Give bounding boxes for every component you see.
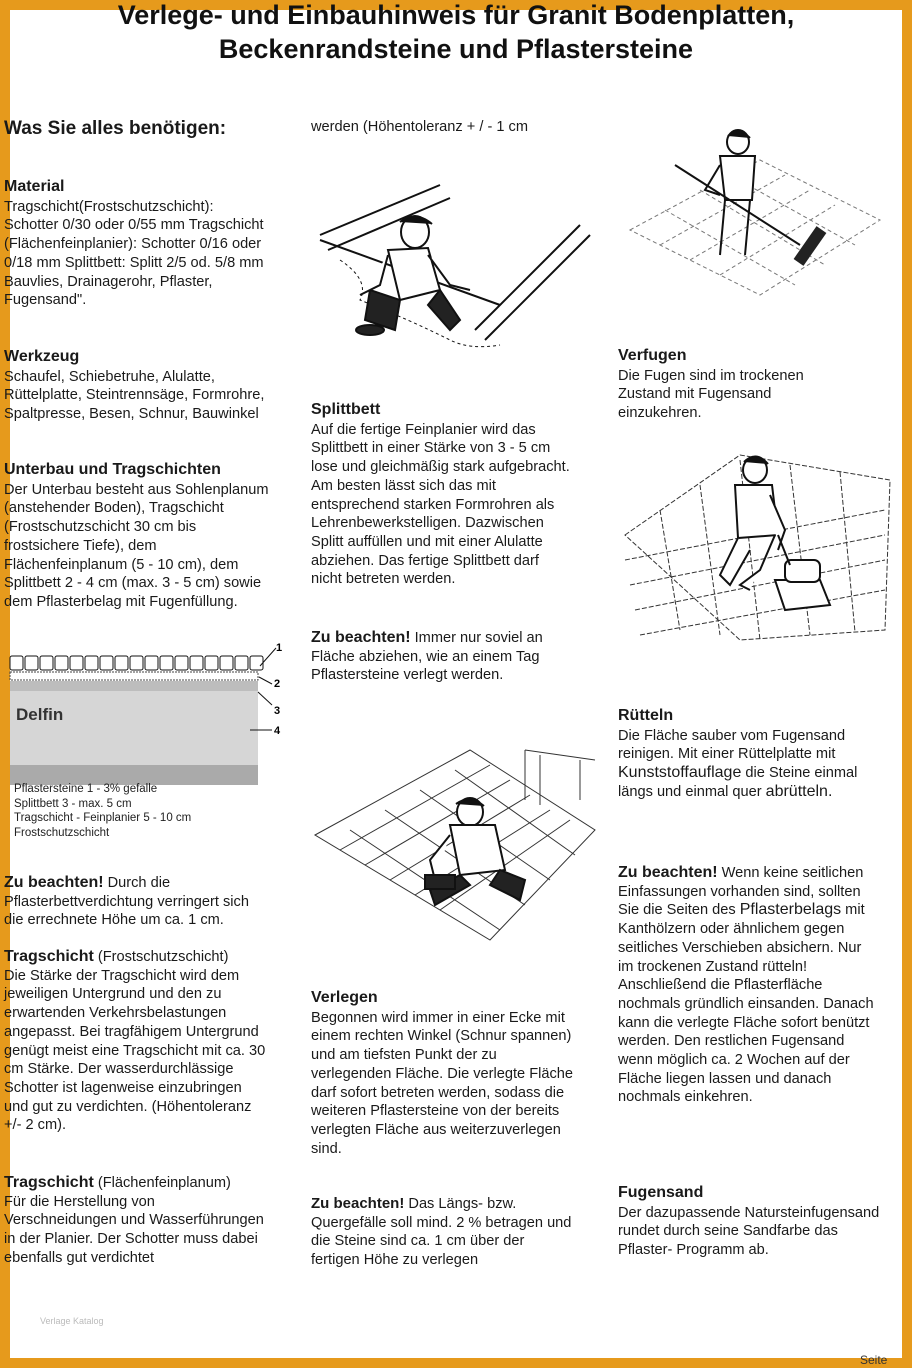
standing-worker bbox=[705, 130, 755, 255]
trag2-heading: Tragschicht bbox=[4, 1174, 94, 1191]
ruetteln-heading: Rütteln bbox=[618, 707, 674, 724]
diagram-number-4: 4 bbox=[274, 725, 281, 737]
material-text: Tragschicht(Frostschutzschicht): Schotter 0/30 oder 0/55 mm Tragschicht (Flächenfeinplanier): Schotter 0/16 oder 0/18 mm Splittbett: Splitt 2/5 od. 5/8 mm Bauvlies, Drainagerohr, Pflaster, Fugensand". bbox=[4, 198, 264, 309]
trag1-text: Die Stärke der Tragschicht wird dem jeweiligen Untergrund und den zu erwartenden Verkehrsbelastungen angepasst. Bei tragfähigem Untergrund genügt meist eine Tragschicht mit ca. 30 cm Stärke. Der wasserdurchlässige Schotter ist lagenweise einzubringen und gut zu verdichten. (Höhentoleranz +/- 2 cm). bbox=[4, 967, 266, 1134]
ruetteln-emph-1: Kunststoffauflage bbox=[618, 764, 742, 782]
trag1-sub: (Frostschutzschicht) bbox=[97, 949, 229, 965]
page-title bbox=[10, 0, 902, 66]
frost-layer bbox=[10, 691, 258, 765]
diagram-number-1: 1 bbox=[276, 642, 283, 654]
legend-item: Splittbett 3 - max. 5 cm bbox=[14, 797, 132, 810]
unterbau-heading: Unterbau und Tragschichten bbox=[4, 461, 221, 478]
sweeping-illustration bbox=[620, 120, 890, 310]
zb-middle-heading: Zu beachten! bbox=[311, 629, 411, 646]
fugensand-text: Der dazupassende Natursteinfugensand rundet durch seine Sandfarbe das Pflaster- Programm ab. bbox=[618, 1204, 880, 1259]
ruetteln-emph-2: abrütteln. bbox=[765, 782, 833, 800]
zb-right-emph: Pflasterbelags bbox=[739, 901, 842, 919]
splittbett-heading: Splittbett bbox=[311, 401, 381, 418]
legend-item: Pflastersteine 1 - 3% gefalle bbox=[14, 783, 158, 795]
unterbau-text: Der Unterbau besteht aus Sohlenplanum (anstehender Boden), Tragschicht (Frostschutzschicht 30 cm bis frostsichere Tiefe), dem Flächenfeinplanum (5 - 10 cm), dem Splittbett 2 - 4 cm (max. 3 - 5 cm) sowie dem Pflasterbelag mit Fugenfüllung. bbox=[4, 481, 269, 610]
ruetteln-text-1: Die Fläche sauber vom Fugensand reinigen. Mit einer Rüttelplatte mit bbox=[618, 727, 846, 763]
legend-item: Frostschutzschicht bbox=[14, 826, 110, 839]
splitt-screed-illustration bbox=[300, 170, 600, 370]
werkzeug-text: Schaufel, Schiebetruhe, Alulatte, Rüttelplatte, Steintrennsäge, Formrohre, Spaltpresse, Besen, Schnur, Bauwinkel bbox=[4, 368, 265, 423]
planum-layer bbox=[10, 681, 258, 691]
footer-page-label: Seite bbox=[860, 1353, 888, 1367]
verfugen-text: Die Fugen sind im trockenen Zustand mit Fugensand einzukehren. bbox=[618, 367, 804, 422]
trag2-sub: (Flächenfeinplanum) bbox=[97, 1175, 231, 1191]
zb-middle2-text: Das Längs- bzw. Quergefälle soll mind. 2 % betragen und die Steine sind ca. 1 cm über der fertigen Höhe zu verlegen bbox=[311, 1196, 572, 1269]
zb-middle-text: Immer nur soviel an Fläche abziehen, wie an einem Tag Pflastersteine verlegt werden. bbox=[311, 630, 543, 684]
verfugen-heading: Verfugen bbox=[618, 347, 687, 364]
ruetteln-text-2: die Steine einmal längs und einmal quer bbox=[618, 765, 858, 800]
splittbett-text: Auf die fertige Feinplanier wird das Splittbett in einer Stärke von 3 - 5 cm lose und gleichmäßig stark aufgebracht. Am besten lässt sich das mit entsprechend starken Formrohren als Lehrenbewerkstelligen. Dazwischen Splitt auffüllen und mit einer Alulatte abziehen. Das fertige Splittbett darf nicht betreten werden. bbox=[311, 421, 570, 588]
layer-diagram bbox=[10, 630, 300, 780]
title-line-1: Verlege- und Einbauhinweis für Granit Bodenplatten, bbox=[117, 0, 795, 30]
legend-item: Tragschicht - Feinplanier 5 - 10 cm bbox=[14, 812, 192, 824]
kneeling-worker bbox=[425, 798, 525, 905]
trag1-heading: Tragschicht bbox=[4, 948, 94, 965]
trag2-text: Für die Herstellung von Verschneidungen und Wasserführungen in der Planier. Der Schotter muss dabei ebenfalls gut verdichtet bbox=[4, 1193, 264, 1266]
fugensand-heading: Fugensand bbox=[618, 1184, 704, 1201]
needs-heading: Was Sie alles benötigen: bbox=[4, 118, 227, 139]
werkzeug-heading: Werkzeug bbox=[4, 348, 80, 365]
middle-top-text: werden (Höhentoleranz + / - 1 cm bbox=[311, 119, 528, 135]
broom-head bbox=[794, 226, 827, 266]
zb-middle2-heading: Zu beachten! bbox=[311, 1195, 405, 1212]
zb-left-text: Durch die Pflasterbettverdichtung verringert sich die errechnete Höhe um ca. 1 cm. bbox=[4, 875, 249, 929]
diagram-number-2: 2 bbox=[274, 678, 281, 690]
laying-illustration bbox=[310, 740, 600, 970]
diagram-logo: Delfin bbox=[16, 705, 64, 724]
title-line-2: Beckenrandsteine und Pflastersteine bbox=[218, 34, 694, 64]
vibration-plate-illustration bbox=[620, 440, 895, 660]
footer-watermark: Verlage Katalog bbox=[40, 1316, 104, 1326]
splitt-layer bbox=[10, 672, 258, 680]
zb-right-heading: Zu beachten! bbox=[618, 864, 718, 881]
verlegen-text: Begonnen wird immer in einer Ecke mit einem rechten Winkel (Schnur spannen) und am tiefsten Punkt der zu verlegenden Fläche. Die verlegte Fläche darf sofort betreten werden, sodass die weiteren Pflastersteine von der bereits verlegten Fläche aus weiterzuverlegen sind. bbox=[311, 1009, 574, 1157]
diagram-legend bbox=[14, 782, 191, 840]
paving-stones-row bbox=[10, 656, 263, 670]
zb-left-heading: Zu beachten! bbox=[4, 874, 104, 891]
zb-right-text-1: Wenn keine seitlichen Einfassungen vorhanden sind, sollten Sie die Seiten des bbox=[618, 865, 864, 919]
verlegen-heading: Verlegen bbox=[311, 989, 378, 1006]
zb-right-text-2: mit Kanthölzern oder ähnlichem gegen seitliches Verschieben absichern. Nur im trockenen Zustand rütteln! Anschließend die Pflasterfläche nochmals gründlich einsanden. Danach kann die verlegte Fläche sofort benützt werden. Den restlichen Fugensand wenn möglich ca. 2 Wochen auf der Fläche liegen lassen und danach nochmals einkehren. bbox=[618, 902, 874, 1106]
operator-figure bbox=[720, 456, 785, 590]
worker-figure bbox=[356, 216, 470, 335]
document-page bbox=[4, 0, 902, 1367]
diagram-number-3: 3 bbox=[274, 705, 281, 717]
material-heading: Material bbox=[4, 178, 65, 195]
